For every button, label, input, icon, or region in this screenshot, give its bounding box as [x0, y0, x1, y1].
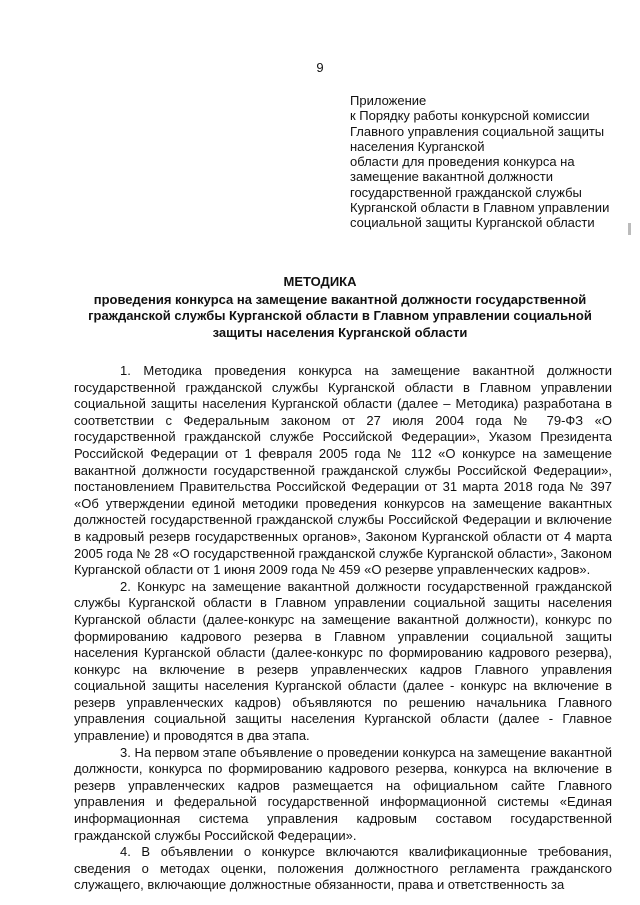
document-body	[74, 363, 612, 894]
document-title: МЕТОДИКА	[283, 274, 357, 289]
appendix-line: замещение вакантной должности	[350, 169, 553, 185]
appendix-line: населения Курганской	[350, 138, 485, 154]
appendix-line: государственной гражданской службы	[350, 184, 582, 200]
appendix-line: к Порядку работы конкурсной комиссии	[350, 108, 590, 124]
appendix-block	[350, 93, 620, 231]
paragraph: 2. Конкурс на замещение вакантной должности государственной гражданской службы Курганской области в Главном управлении социальной защиты населения Курганской области (далее-конкурс на замещение вакантной должности), конкурс по формированию кадрового резерва в Главном управлении социальной защиты населения Курганской области (далее-конкурс по формированию кадрового резерва), конкурс на включение в резерв управленческих кадров Главного управления социальной защиты населения Курганской области (далее - конкурс на включение в резерв управленческих кадров) объявляются по решению начальника Главного управления социальной защиты населения Курганской области (далее - Главное управление) и проводятся в два этапа.	[74, 578, 612, 744]
document-subtitle: проведения конкурса на замещение вакантной должности государственной гражданской службы Курганской области в Главном управлении социальной защиты населения Курганской области	[88, 292, 592, 340]
appendix-line: Курганской области в Главном управлении	[350, 200, 610, 216]
scan-edge-mark	[628, 223, 631, 235]
appendix-line: социальной защиты Курганской области	[350, 215, 595, 231]
appendix-line: области для проведения конкурса на	[350, 154, 575, 170]
page-number: 9	[316, 60, 324, 75]
appendix-line: Приложение	[350, 93, 427, 108]
paragraph: 3. На первом этапе объявление о проведении конкурса на замещение вакантной должности, конкурса по формированию кадрового резерва, конкурса на включение в резерв управленческих кадров размещается на официальном сайте Главного управления и федеральной государственной информационной системы «Единая информационная система управления кадровым составом государственной гражданской службы Российской Федерации».	[74, 744, 612, 843]
appendix-line: Главного управления социальной защиты	[350, 123, 605, 139]
paragraph: 1. Методика проведения конкурса на замещение вакантной должности государственной гражданской службы Курганской области в Главном управлении социальной защиты населения Курганской области (далее – Методика) разработана в соответствии с Федеральным законом от 27 июля 2004 года № 79-ФЗ «О государственной гражданской службе Российской Федерации», Указом Президента Российской Федерации от 1 февраля 2005 года № 112 «О конкурсе на замещение вакантной должности государственной гражданской службы Российской Федерации», постановлением Правительства Российской Федерации от 31 марта 2018 года № 397 «Об утверждении единой методики проведения конкурсов на замещение вакантных должностей государственной гражданской службы Российской Федерации и включение в кадровый резерв государственных органов», Законом Курганской области от 4 марта 2005 года № 28 «О государственной гражданской службе Курганской области», Законом Курганской области от 1 июня 2009 года № 459 «О резерве управленческих кадров».	[74, 363, 612, 578]
paragraph: 4. В объявлении о конкурсе включаются квалификационные требования, сведения о методах оценки, положения должностного регламента гражданского служащего, включающие должностные обязанности, права и ответственность за	[74, 844, 612, 893]
